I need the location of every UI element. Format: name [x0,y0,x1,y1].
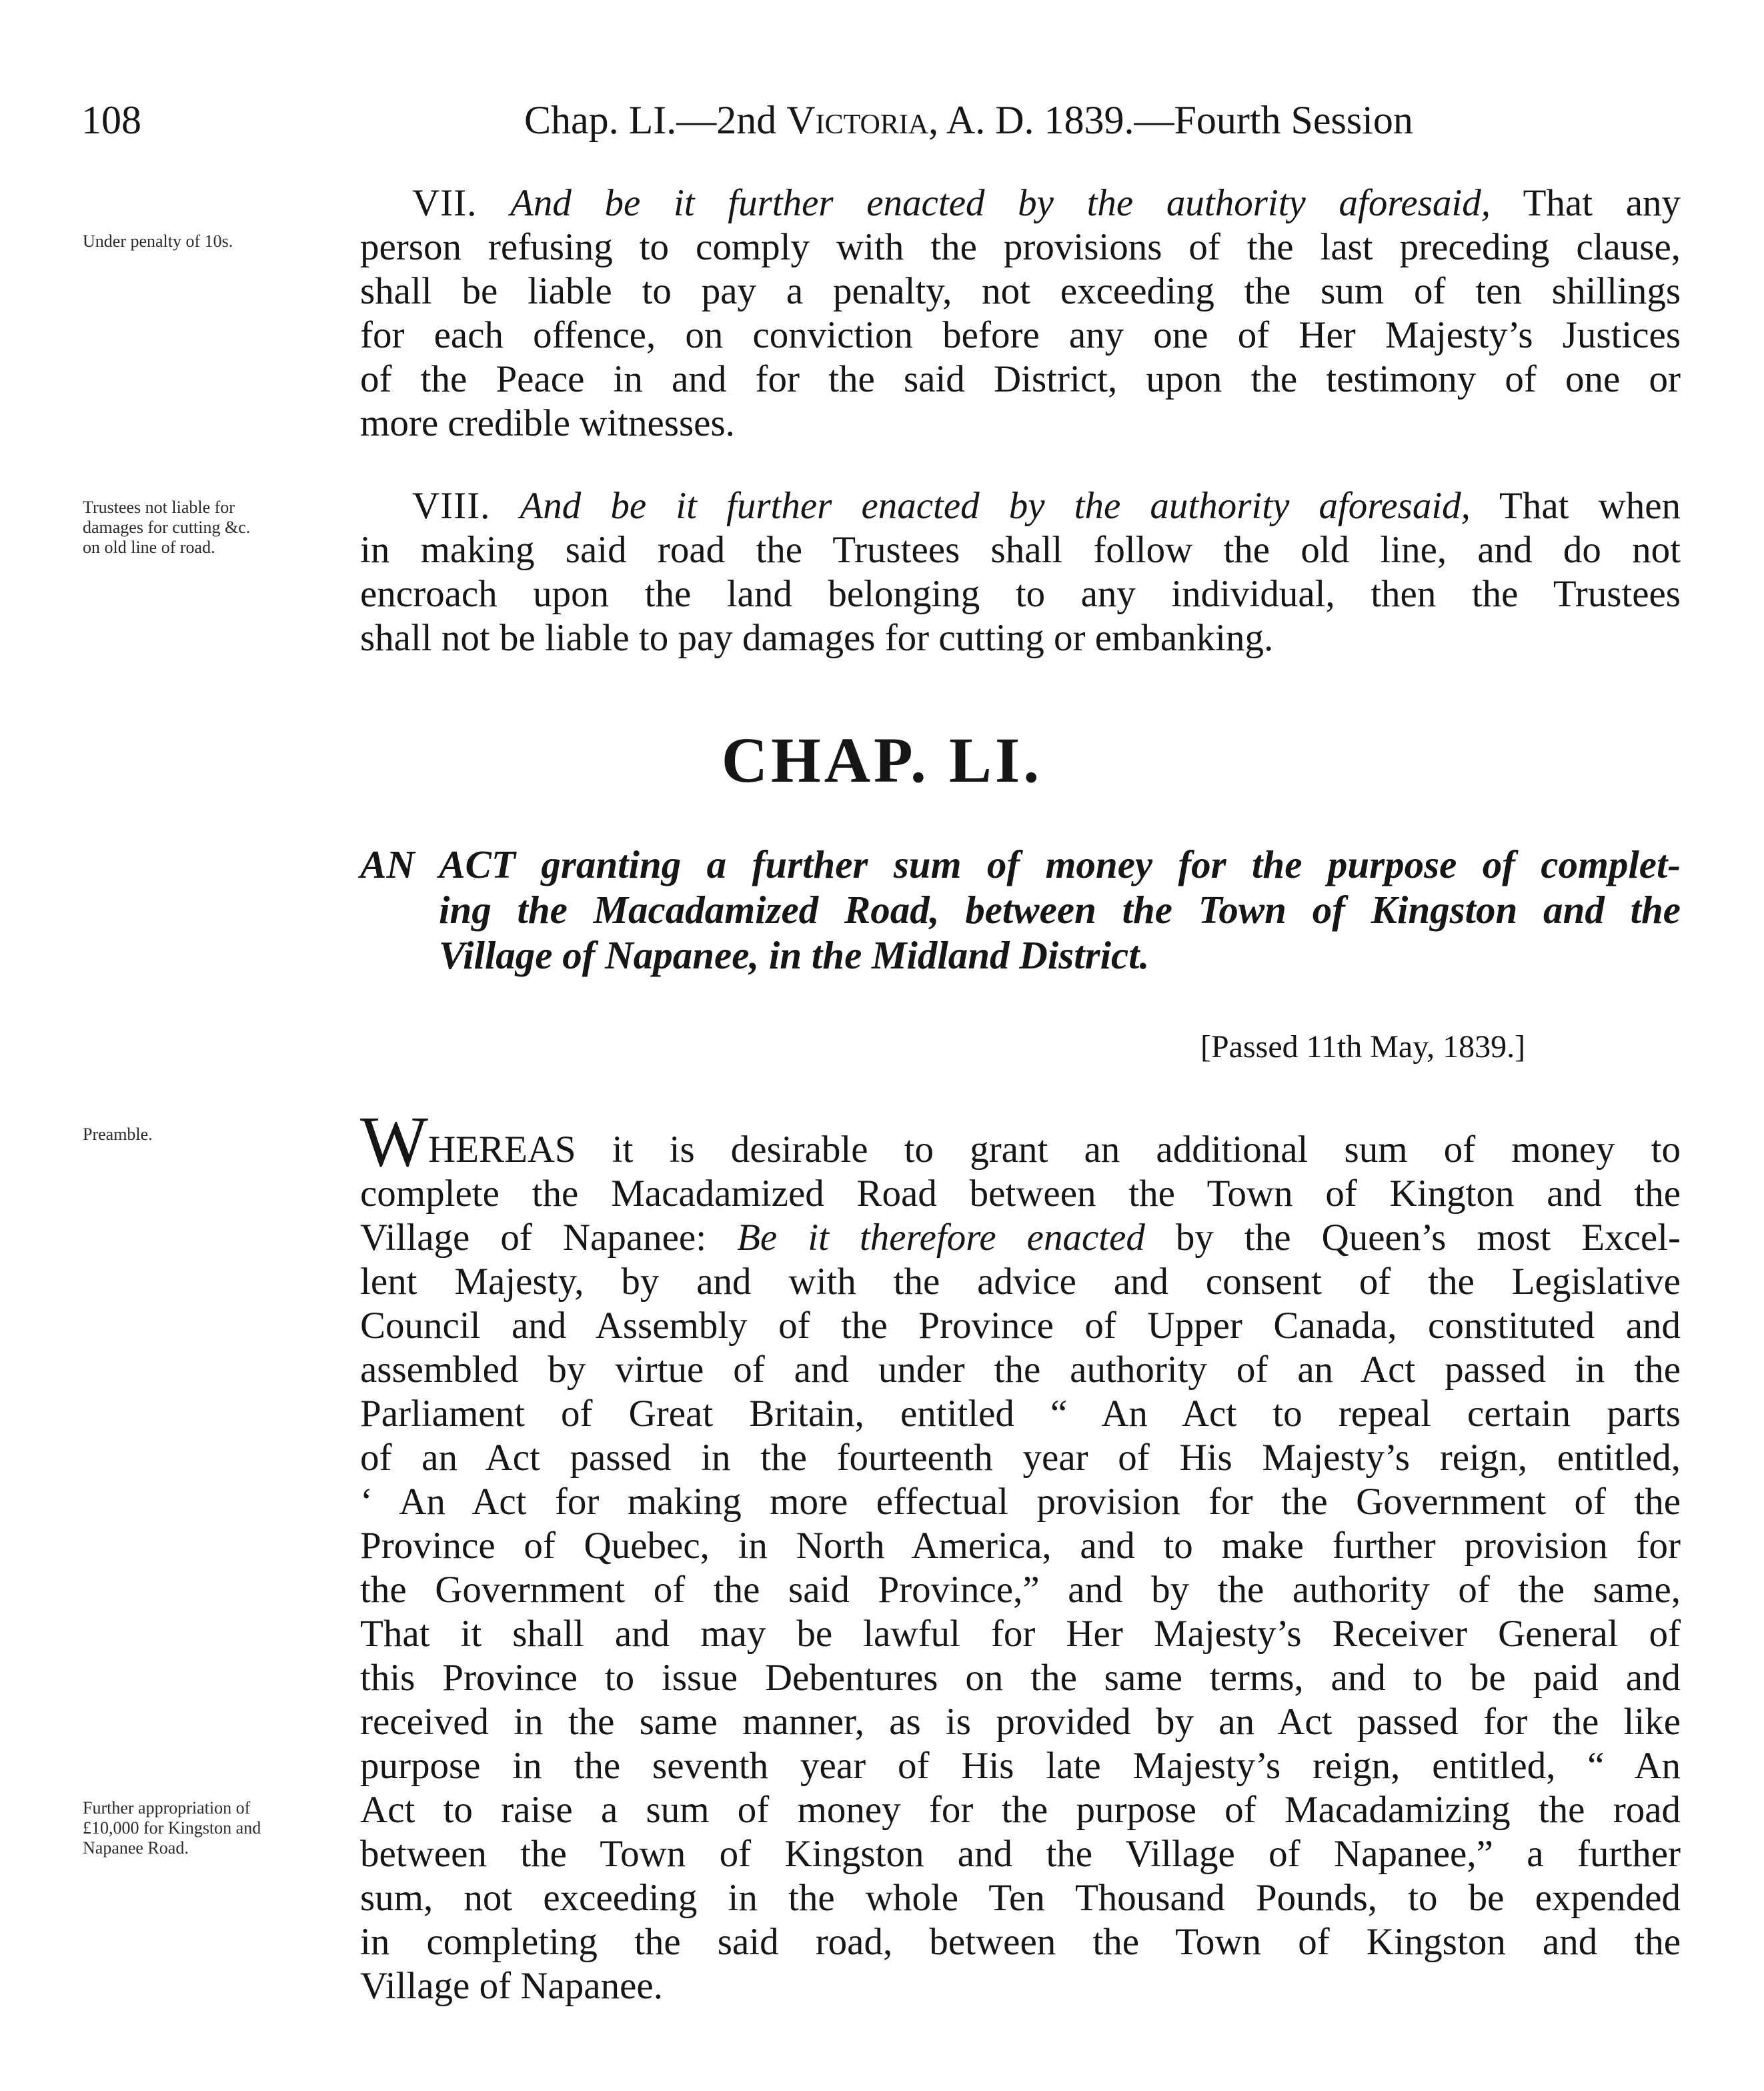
section-7-line [360,181,1681,225]
margin-note-appropriation [83,1798,261,1858]
running-head [524,93,1413,147]
page-number: 108 [81,98,141,142]
section-7-line: more credible witnesses. [360,402,735,444]
act-title-line: Village of Napanee, in the Midland District. [439,933,1150,977]
enacting-clause: Be it therefore enacted [737,1217,1145,1259]
section-7 [360,181,1681,446]
act-title [360,842,1681,978]
preamble-line: Act to raise a sum of money for the purpose of Macadamizing the road [360,1789,1681,1831]
preamble-line: Village of Napanee. [360,1965,663,2007]
section-8-line [360,484,1681,528]
margin-note-penalty: Under penalty of 10s. [83,231,233,251]
preamble-line: lent Majesty, by and with the advice and consent of the Legislative [360,1261,1681,1303]
margin-note-line: on old line of road. [83,538,215,557]
section-number: VIII. [412,485,491,527]
page-header [0,93,1764,147]
margin-note-line: Trustees not liable for [83,498,235,517]
section-8-line: in making said road the Trustees shall follow the old line, and do not [360,529,1681,571]
preamble-line: assembled by virtue of and under the authority of an Act passed in the [360,1349,1681,1391]
enacting-clause: And be it further enacted by the authority aforesaid, [510,182,1491,224]
preamble-line [360,1216,1681,1260]
preamble-line: Parliament of Great Britain, entitled “ An Act to repeal certain parts [360,1393,1681,1435]
section-7-line1-rest: That any [1490,182,1681,224]
preamble-text [360,1103,1681,2008]
section-7-line: for each offence, on conviction before any one of Her Majesty’s Justices [360,314,1681,356]
section-7-line: shall be liable to pay a penalty, not exceeding the sum of ten shillings [360,270,1681,312]
preamble-line: received in the same manner, as is provided by an Act passed for the like [360,1701,1681,1743]
act-title-line: AN ACT granting a further sum of money for the purpose of complet- [360,842,1681,886]
preamble-line: in completing the said road, between the Town of Kingston and the [360,1921,1681,1963]
section-8-line: encroach upon the land belonging to any individual, then the Trustees [360,573,1681,615]
act-title-line: ing the Macadamized Road, between the Town of Kingston and the [439,888,1681,932]
drop-cap: W [360,1103,428,1182]
preamble-line: ‘ An Act for making more effectual provision for the Government of the [360,1481,1681,1523]
running-head-prefix: Chap. LI.—2nd [524,98,787,142]
preamble-line3-end: by the Queen’s most Excel- [1144,1217,1681,1259]
margin-note-line: Napanee Road. [83,1838,189,1858]
enacting-clause: And be it further enacted by the authority aforesaid, [520,485,1471,527]
running-head-suffix: , A. D. 1839.—Fourth Session [928,98,1413,142]
section-7-line: person refusing to comply with the provisions of the last preceding clause, [360,226,1681,268]
preamble-line: between the Town of Kingston and the Village of Napanee,” a further [360,1833,1681,1875]
running-head-victoria: Victoria [786,98,929,142]
margin-note-line: £10,000 for Kingston and [83,1818,261,1838]
preamble-line3-start: Village of Napanee: [360,1217,738,1259]
margin-note-line: Further appropriation of [83,1798,251,1818]
section-8-line1-rest: That when [1470,485,1681,527]
preamble-line: the Government of the said Province,” and by the authority of the same, [360,1569,1681,1611]
preamble-line: complete the Macadamized Road between the Town of Kington and the [360,1173,1681,1215]
preamble-line: Province of Quebec, in North America, and to make further provision for [360,1525,1681,1567]
section-7-line: of the Peace in and for the said District, upon the testimony of one or [360,358,1681,400]
preamble-line: Council and Assembly of the Province of Upper Canada, constituted and [360,1305,1681,1347]
section-8-line: shall not be liable to pay damages for cutting or embanking. [360,617,1274,659]
passed-date: [Passed 11th May, 1839.] [1200,1029,1526,1065]
section-number: VII. [412,182,478,224]
margin-note-line: damages for cutting &c. [83,518,251,537]
margin-note-trustees [83,498,250,558]
margin-note-preamble: Preamble. [83,1125,153,1144]
preamble-line1-rest: HEREAS it is desirable to grant an additional sum of money to [427,1129,1681,1171]
preamble-line: sum, not exceeding in the whole Ten Thousand Pounds, to be expended [360,1877,1681,1919]
preamble-line: purpose in the seventh year of His late Majesty’s reign, entitled, “ An [360,1745,1681,1787]
preamble-line: this Province to issue Debentures on the same terms, and to be paid and [360,1657,1681,1699]
chapter-heading: CHAP. LI. [721,724,1043,796]
preamble-line: of an Act passed in the fourteenth year of His Majesty’s reign, entitled, [360,1437,1681,1479]
preamble-line: That it shall and may be lawful for Her Majesty’s Receiver General of [360,1613,1681,1655]
section-8 [360,484,1681,660]
preamble-line [360,1103,1681,1182]
